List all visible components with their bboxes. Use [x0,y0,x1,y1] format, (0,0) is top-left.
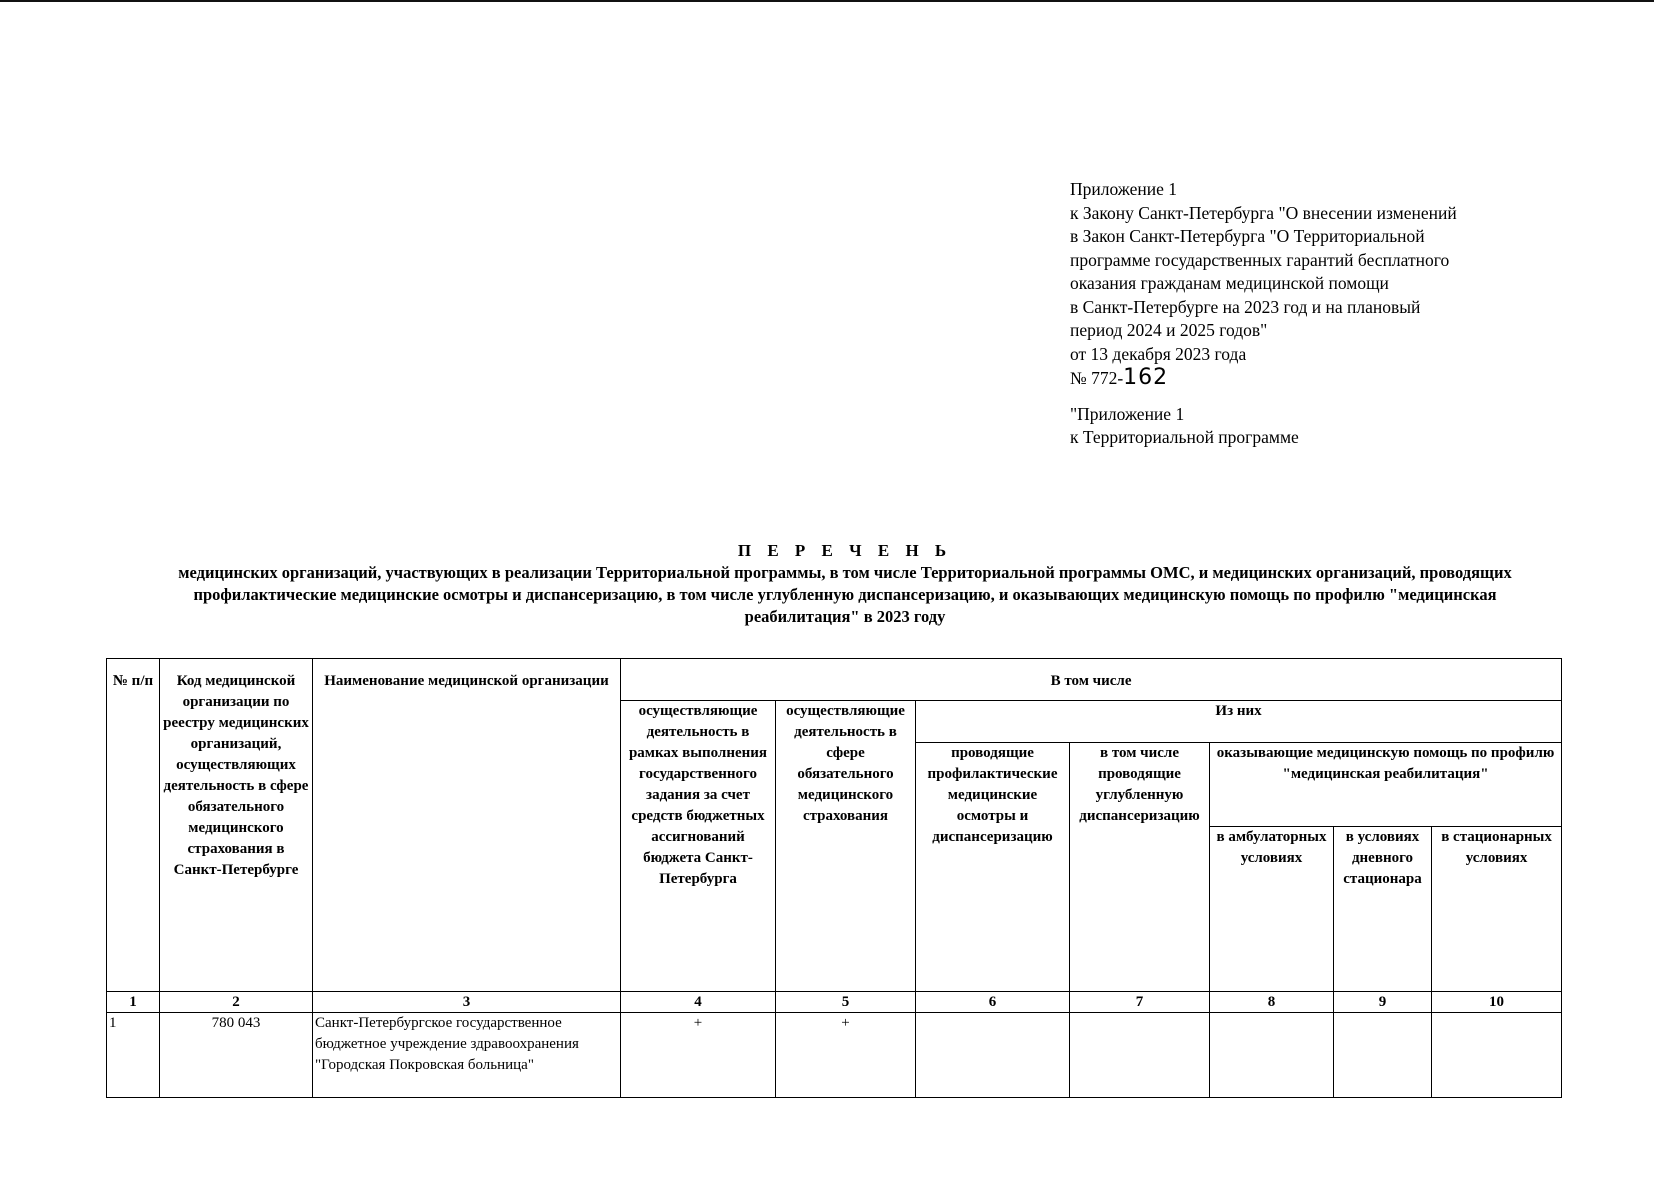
table-row [107,1013,1562,1098]
column-number: 8 [1210,992,1334,1013]
organizations-table [106,658,1562,1098]
header-code: Код медицинской организации по реестру медицинских организаций, осуществляющих деятельность в сфере обязательного медицинского страхования в Санкт-Петербурге [160,659,313,992]
annex-line: в Закон Санкт-Петербурга "О Территориальной [1070,226,1425,246]
column-number: 6 [916,992,1070,1013]
header-including: В том числе [621,659,1562,701]
header-outpatient: в амбулаторных условиях [1210,827,1334,992]
column-number: 3 [313,992,621,1013]
cell-inpatient [1432,1013,1562,1098]
law-number-handwritten: 162 [1123,365,1169,390]
cell-state-task: + [621,1013,776,1098]
title-heading: П Е Р Е Ч Е Н Ь [737,541,953,560]
title-subtitle: медицинских организаций, участвующих в реализации Территориальной программы, в том числе Территориальной программы ОМС, и медицинских организаций, проводящих профилактические медицинские осмотры и диспансеризацию, в том числе углубленную диспансеризацию, и оказывающих медицинскую помощь по профилю "медицинская реабилитация" в 2023 году [178,563,1512,626]
annex-line: в Санкт-Петербурге на 2023 год и на плановый [1070,296,1421,317]
cell-num: 1 [107,1013,160,1098]
cell-name: Санкт-Петербургское государственное бюджетное учреждение здравоохранения "Городская Покровская больница" [313,1013,621,1098]
header-name: Наименование медицинской организации [313,659,621,992]
cell-in-depth [1070,1013,1210,1098]
law-number-prefix: № 772- [1070,368,1124,388]
annex-line: Приложение 1 [1070,179,1178,199]
header-rehab: оказывающие медицинскую помощь по профилю "медицинская реабилитация" [1210,743,1562,827]
column-number: 4 [621,992,776,1013]
cell-outpatient [1210,1013,1334,1098]
header-oms: осуществляющие деятельность в сфере обязательного медицинского страхования [776,701,916,992]
column-number: 7 [1070,992,1210,1013]
cell-prevention [916,1013,1070,1098]
annex-line: оказания гражданам медицинской помощи [1070,273,1389,293]
annex-quote-line: к Территориальной программе [1070,427,1299,447]
header-prevention: проводящие профилактические медицинские осмотры и диспансеризацию [916,743,1070,992]
annex-line: от 13 декабря 2023 года [1070,343,1247,364]
column-number: 9 [1334,992,1432,1013]
header-inpatient: в стационарных условиях [1432,827,1562,992]
annex-quote-line: "Приложение 1 [1070,403,1185,424]
annex-line: программе государственных гарантий бесплатного [1070,249,1450,270]
annex-line: к Закону Санкт-Петербурга "О внесении изменений [1070,202,1457,223]
law-number [1070,366,1540,391]
header-of-them: Из них [916,701,1562,743]
column-number: 1 [107,992,160,1013]
cell-code: 780 043 [160,1013,313,1098]
header-in-depth: в том числе проводящие углубленную диспансеризацию [1070,743,1210,992]
column-number: 5 [776,992,916,1013]
cell-day-hospital [1334,1013,1432,1098]
header-num: № п/п [107,659,160,992]
column-number: 2 [160,992,313,1013]
annex-line: период 2024 и 2025 годов" [1070,320,1268,340]
column-number: 10 [1432,992,1562,1013]
top-border-line [0,0,1654,2]
cell-oms: + [776,1013,916,1098]
header-state-task: осуществляющие деятельность в рамках выполнения государственного задания за счет средств бюджетных ассигнований бюджета Санкт-Петербурга [621,701,776,992]
header-day-hospital: в условиях дневного стационара [1334,827,1432,992]
column-number-row [107,992,1562,1013]
document-title [150,540,1540,628]
annex-header [1070,178,1540,450]
